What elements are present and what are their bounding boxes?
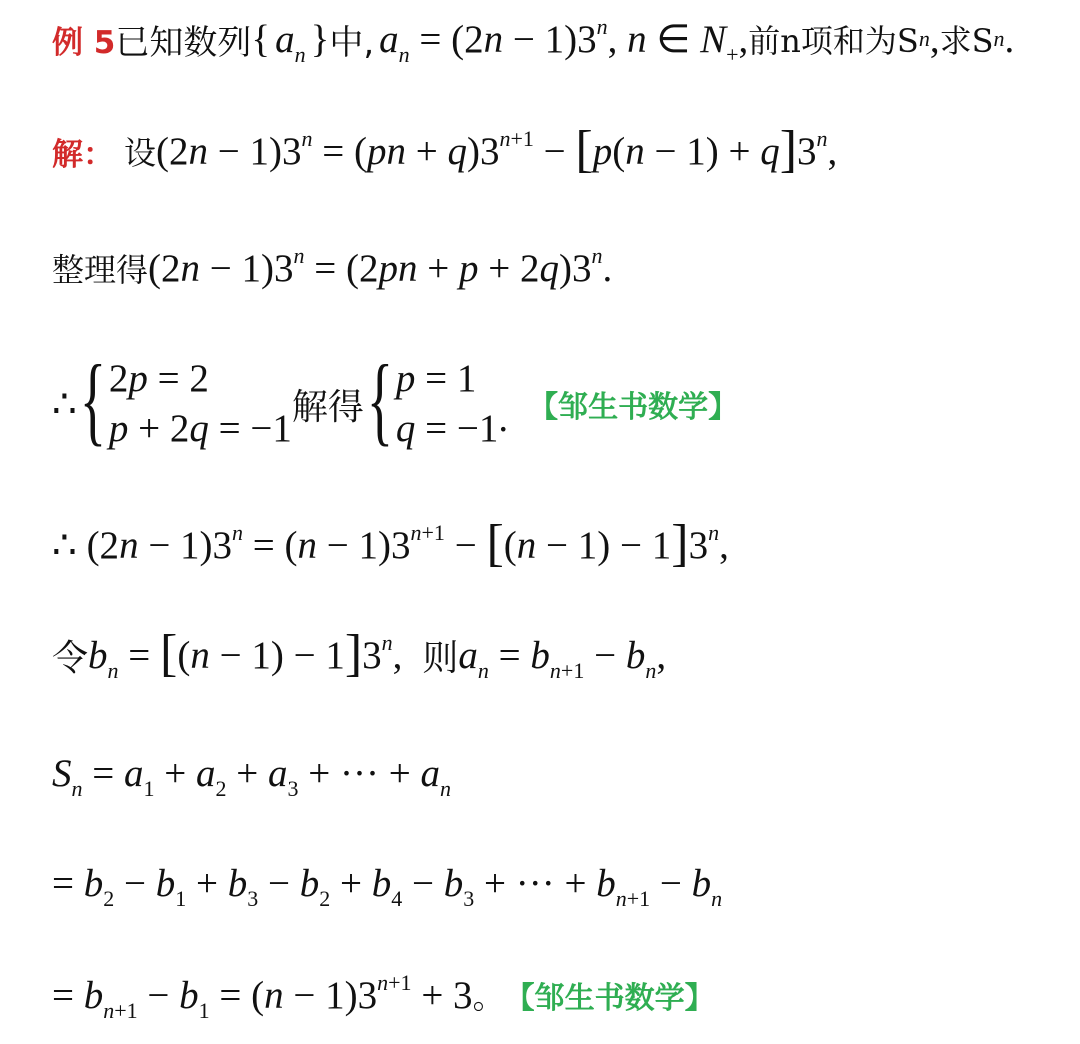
watermark-1: 【邹生书数学】: [528, 390, 739, 425]
intro-zhong-text: 中,: [329, 22, 375, 63]
define-b-line: [52, 624, 667, 683]
setup-equation: $(2n - 1)3^n = (pn + q)3^{n+1} - [p(n - 1) + q]3^n$,: [156, 120, 838, 178]
jiede-text: 解得: [291, 386, 364, 428]
ling-text: 令: [52, 637, 89, 679]
sequence-notation: { $a_n$ }: [251, 17, 330, 67]
a-in-terms-of-b: $a_n = b_{n+1} - b_n$,: [458, 633, 667, 683]
problem-statement: 例 5 已知数列 { $a_n$ } 中, $a_n = (2n - 1)3^n$, n ∈ $N_+$, 前n项和为S n , 求S n .: [52, 13, 1015, 67]
simplified-equation: $(2n - 1)3^n = (2pn + p + 2q)3^n$.: [148, 242, 613, 290]
telescoping-equation: = $b_2 - b_1 + b_3 - b_2 + b_4 - b_3$ + ··· + $b_{n+1} - b_n$: [52, 861, 723, 911]
example-label: 例 5: [52, 24, 116, 61]
solution-label: 解：: [52, 136, 114, 173]
intro-sum-text: 前n项和为S: [748, 22, 919, 60]
zhengli-text: 整理得: [52, 251, 149, 289]
therefore-symbol: ∴: [52, 382, 77, 426]
she-text: 设: [124, 134, 157, 172]
intro-find-text: 求S: [939, 22, 994, 60]
result-equation: = $b_{n+1} - b_1 = (n - 1)3^{n+1} + 3$: [52, 969, 473, 1023]
system-line: ∴ { 2p = 2 p + 2q = −1 解得 { p = 1 q = −1 . 【邹生书数学】: [52, 344, 739, 455]
ze-text: 则: [422, 637, 459, 679]
telescoping-line: [52, 858, 723, 911]
substituted-equation: ∴ $(2n - 1)3^n = (n - 1)3^{n+1} - [(n - 1) - 1]3^n$,: [52, 514, 729, 572]
left-brace-2: {: [366, 344, 394, 455]
equation-system: 2p = 2 p + 2q = −1: [108, 357, 292, 450]
substituted-line: [52, 514, 729, 572]
intro-known-text: 已知数列: [115, 22, 252, 63]
b-definition: $b_n = [(n - 1) - 1]3^n$,: [88, 624, 403, 683]
simplification-line: [52, 243, 612, 293]
left-brace: {: [79, 344, 107, 455]
sum-line: [52, 748, 451, 801]
solution-system: p = 1 q = −1: [395, 357, 499, 450]
result-line: = $b_{n+1} - b_1 = (n - 1)3^{n+1} + 3$ 。 【邹生书数学】: [52, 969, 715, 1023]
sum-equation: $S_n = a_1 + a_2 + a_3$ + ··· + $a_n$: [52, 751, 451, 801]
watermark-2: 【邹生书数学】: [504, 981, 715, 1016]
general-term-formula: $a_n = (2n - 1)3^n$, n ∈ $N_+$,: [379, 13, 749, 67]
solution-setup: [52, 120, 838, 178]
